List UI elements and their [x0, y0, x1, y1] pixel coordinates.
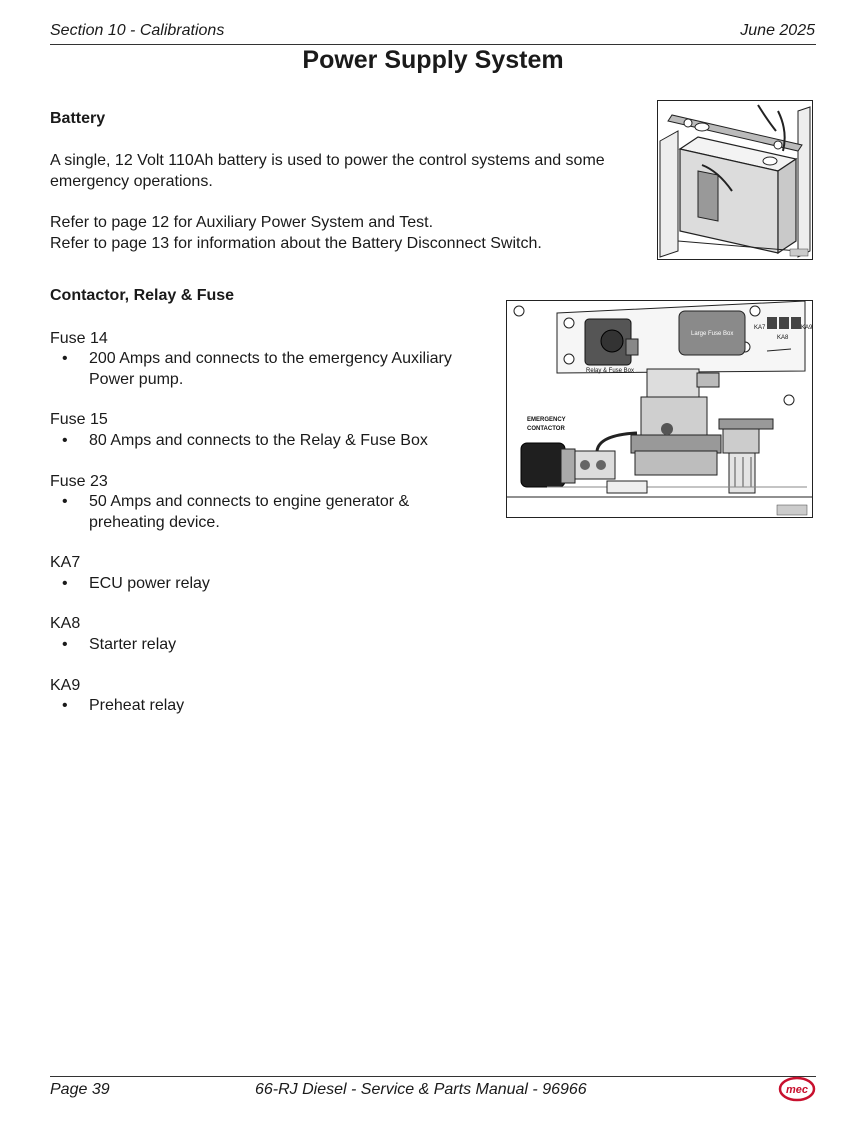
footer-divider	[50, 1076, 816, 1077]
ka9-label: KA9	[50, 677, 81, 694]
bullet-marker: •	[62, 697, 68, 714]
ka7-bullet	[62, 573, 492, 594]
ka7-text: ECU power relay	[89, 575, 210, 592]
bullet-marker: •	[62, 636, 68, 653]
fuse14-label: Fuse 14	[50, 330, 108, 347]
large-fuse-box-callout: Large Fuse Box	[691, 331, 734, 337]
battery-heading: Battery	[50, 110, 106, 127]
ka9-callout: KA9	[801, 325, 812, 331]
ka7-callout: KA7	[754, 325, 766, 331]
bullet-marker: •	[62, 493, 68, 510]
fuse23-text-line1: 50 Amps and connects to engine generator &	[89, 493, 410, 510]
ka7-label: KA7	[50, 554, 81, 571]
contactor-callout: CONTACTOR	[527, 426, 565, 432]
ka8-callout: KA8	[777, 335, 789, 341]
ka9-text: Preheat relay	[89, 697, 185, 714]
ka8-bullet	[62, 634, 492, 655]
bullet-marker: •	[62, 432, 68, 449]
page-title: Power Supply System	[302, 46, 564, 74]
fuse15-bullet	[62, 430, 492, 451]
ka8-text: Starter relay	[89, 636, 177, 653]
fuse15-text: 80 Amps and connects to the Relay & Fuse Box	[89, 432, 428, 449]
header-section: Section 10 - Calibrations	[50, 22, 225, 39]
battery-reference-disconnect: Refer to page 13 for information about the Battery Disconnect Switch.	[50, 235, 542, 252]
fuse15-label: Fuse 15	[50, 411, 108, 428]
ka8-label: KA8	[50, 615, 81, 632]
fuse23-bullet	[62, 491, 492, 533]
battery-reference-aux: Refer to page 12 for Auxiliary Power System and Test.	[50, 214, 434, 231]
battery-paragraph-line2: emergency operations.	[50, 173, 213, 190]
header-date: June 2025	[740, 22, 815, 39]
mec-logo	[778, 1076, 816, 1102]
fuse23-label: Fuse 23	[50, 473, 108, 490]
fuse14-bullet	[62, 348, 492, 390]
contactor-illustration	[506, 300, 813, 518]
battery-illustration	[657, 100, 813, 260]
battery-paragraph-line1: A single, 12 Volt 110Ah battery is used to power the control systems and some	[50, 152, 605, 169]
mec-logo-text: mec	[785, 1084, 809, 1096]
footer-page-number: Page 39	[50, 1081, 110, 1098]
fuse14-text-line2: Power pump.	[89, 371, 184, 388]
ka9-bullet	[62, 695, 492, 716]
contactor-heading: Contactor, Relay & Fuse	[50, 287, 235, 304]
footer-manual-title: 66-RJ Diesel - Service & Parts Manual - 96966	[255, 1081, 587, 1098]
relay-fuse-box-callout: Relay & Fuse Box	[586, 368, 635, 374]
bullet-marker: •	[62, 350, 68, 367]
fuse23-text-line2: preheating device.	[89, 514, 220, 531]
bullet-marker: •	[62, 575, 68, 592]
emergency-callout: EMERGENCY	[527, 417, 566, 423]
fuse14-text-line1: 200 Amps and connects to the emergency Auxiliary	[89, 350, 452, 367]
header-divider	[50, 44, 816, 45]
